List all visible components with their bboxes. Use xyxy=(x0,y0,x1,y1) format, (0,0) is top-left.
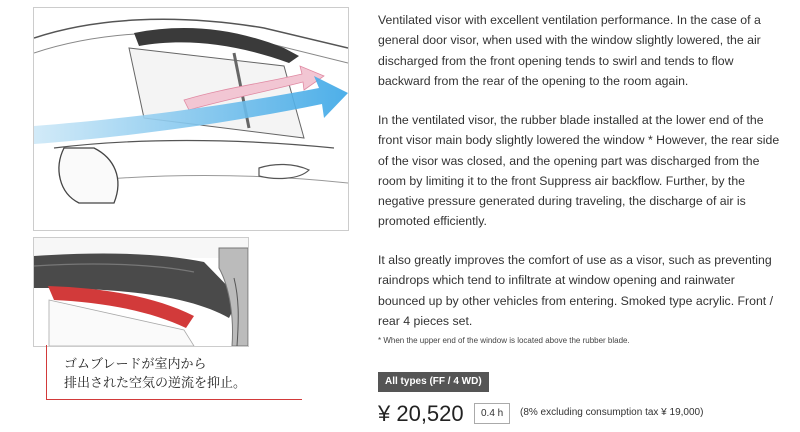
tax-note: (8% excluding consumption tax ¥ 19,000) xyxy=(520,407,704,418)
description-footnote: * When the upper end of the window is located above the rubber blade. xyxy=(378,336,630,345)
product-price: ¥ 20,520 xyxy=(378,401,464,426)
callout-text xyxy=(64,355,246,393)
description-paragraph-2: In the ventilated visor, the rubber blade installed at the lower end of the front visor main body slightly lowered the window * However, the rear side of the visor was closed, and the opening part was discharged from the room by limiting it to the front Suppress air backflow. Further, by the negative pressure generated during traveling, the discharge of air is promoted efficiently. xyxy=(378,113,780,229)
callout-line-2: 排出された空気の逆流を抑止。 xyxy=(64,376,247,391)
work-time-badge: 0.4 h xyxy=(474,403,510,424)
rubber-blade-drawing xyxy=(34,238,248,346)
description-paragraph-3: It also greatly improves the comfort of use as a visor, such as preventing raindrops which tend to infiltrate at window opening and rainwater bounced up by other vehicles from entering. Smoked type acrylic. Front / rear 4 pieces set. xyxy=(378,253,774,328)
car-visor-drawing xyxy=(34,8,348,230)
callout-line-1: ゴムブレードが室内から xyxy=(64,357,207,372)
variant-badge: All types (FF / 4 WD) xyxy=(378,372,489,392)
rubber-blade-detail-illustration xyxy=(33,237,249,347)
description-paragraph-1: Ventilated visor with excellent ventilation performance. In the case of a general door visor, when used with the window slightly lowered, the air discharged from the front opening tends to swirl and tends to flow backward from the rear of the opening to the room again. xyxy=(378,13,761,88)
visor-airflow-illustration xyxy=(33,7,349,231)
